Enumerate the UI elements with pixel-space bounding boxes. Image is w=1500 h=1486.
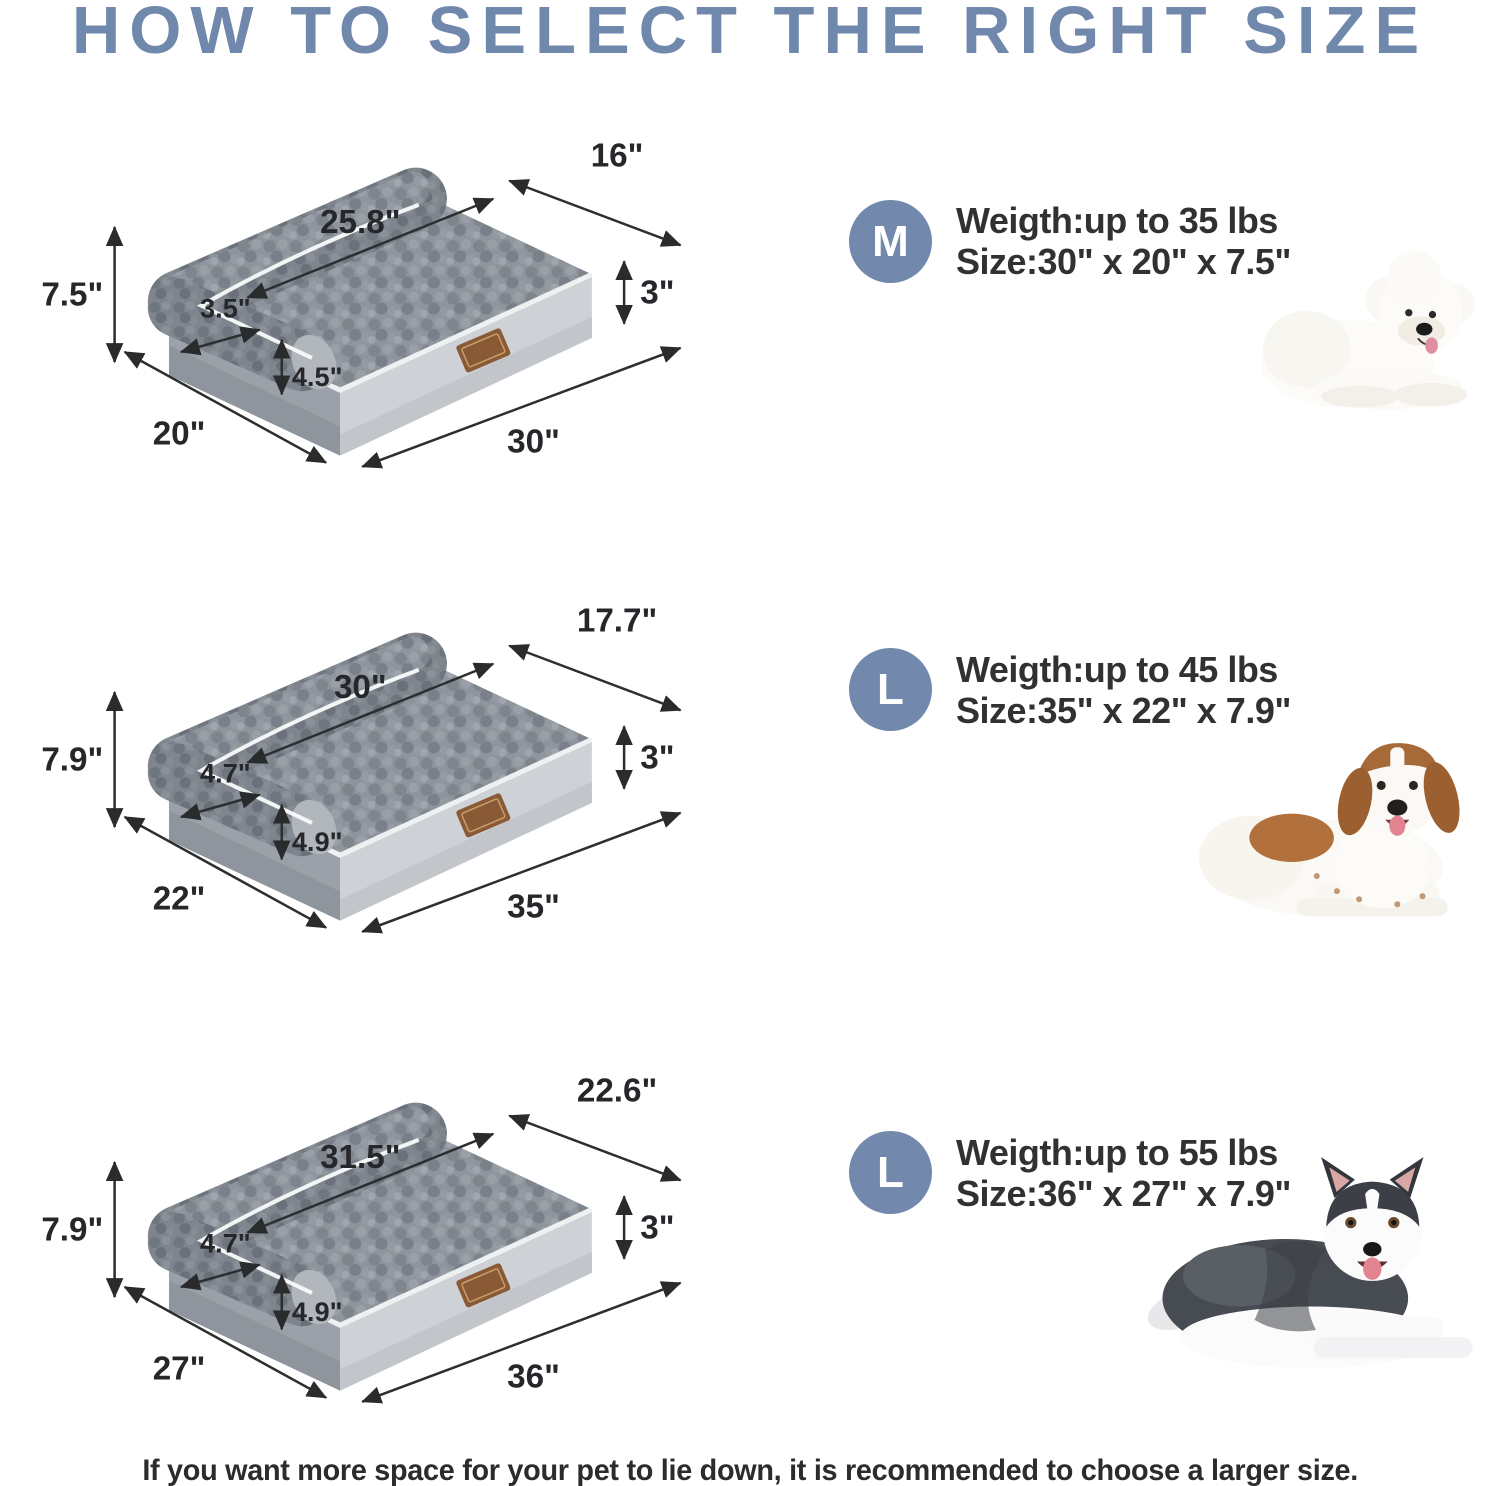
size-info [956, 200, 1291, 282]
dim-label-length: 36" [507, 1358, 560, 1396]
dim-label-total-height: 7.9" [41, 741, 104, 779]
footer-note-text: If you want more space for your pet to lie down, it is recommended to choose a larger size. [142, 1454, 1358, 1486]
dim-label-side-height: 3" [640, 1209, 675, 1247]
size-row-extra-large [0, 1035, 1500, 1486]
size-text: Size:36" x 27" x 7.9" [956, 1173, 1291, 1215]
bichon-frise-photo [1252, 238, 1489, 420]
brittany-spaniel-icon [1196, 715, 1498, 926]
weight-text: Weigth:up to 45 lbs [956, 649, 1278, 690]
dim-label-bolster-length: 25.8" [320, 204, 401, 242]
bed-diagram-svg [28, 573, 753, 936]
siberian-husky-icon [1142, 1153, 1490, 1373]
bed-diagram-svg [28, 108, 753, 471]
page-title: HOW TO SELECT THE RIGHT SIZE [71, 0, 1429, 68]
dim-label-depth: 22" [152, 880, 206, 918]
weight-text: Weigth:up to 55 lbs [956, 1132, 1278, 1173]
dim-label-cushion-height: 4.5" [291, 361, 343, 393]
size-text: Size:35" x 22" x 7.9" [956, 690, 1291, 732]
dim-label-cushion-height: 4.9" [291, 1296, 343, 1328]
dim-label-cushion-height: 4.9" [291, 826, 343, 858]
dim-label-bolster-width: 4.7" [200, 757, 251, 789]
bed-diagram-medium [28, 108, 753, 471]
dim-label-bolster-width: 3.5" [200, 292, 251, 324]
brittany-spaniel-photo [1196, 715, 1498, 926]
dim-label-bolster-length: 31.5" [320, 1139, 401, 1177]
size-row-medium [0, 100, 1500, 565]
weight-text: Weigth:up to 35 lbs [956, 200, 1278, 241]
dim-label-length: 30" [507, 423, 560, 461]
size-badge: M [849, 200, 932, 283]
bed-diagram-large [28, 573, 753, 936]
dim-label-total-height: 7.9" [41, 1211, 104, 1249]
dim-label-bolster-length: 30" [333, 669, 387, 707]
dim-label-bolster-width: 4.7" [200, 1227, 251, 1259]
size-text: Size:30" x 20" x 7.5" [956, 241, 1291, 283]
dim-label-back-width: 17.7" [576, 602, 658, 640]
dim-label-length: 35" [507, 888, 560, 926]
dim-label-depth: 20" [152, 415, 206, 453]
dim-label-total-height: 7.5" [41, 276, 104, 314]
size-row-large [0, 565, 1500, 1030]
dim-label-depth: 27" [152, 1350, 206, 1388]
bed-diagram-extra-large [28, 1043, 753, 1406]
size-badge: L [849, 648, 932, 731]
bed-diagram-svg [28, 1043, 753, 1406]
siberian-husky-photo [1142, 1153, 1490, 1373]
dim-label-side-height: 3" [640, 274, 675, 312]
bichon-frise-icon [1252, 238, 1489, 420]
dim-label-back-width: 16" [590, 137, 644, 175]
size-badge: L [849, 1131, 932, 1214]
dim-label-side-height: 3" [640, 739, 675, 777]
footer-note [0, 1454, 1500, 1486]
dim-label-back-width: 22.6" [576, 1072, 658, 1110]
